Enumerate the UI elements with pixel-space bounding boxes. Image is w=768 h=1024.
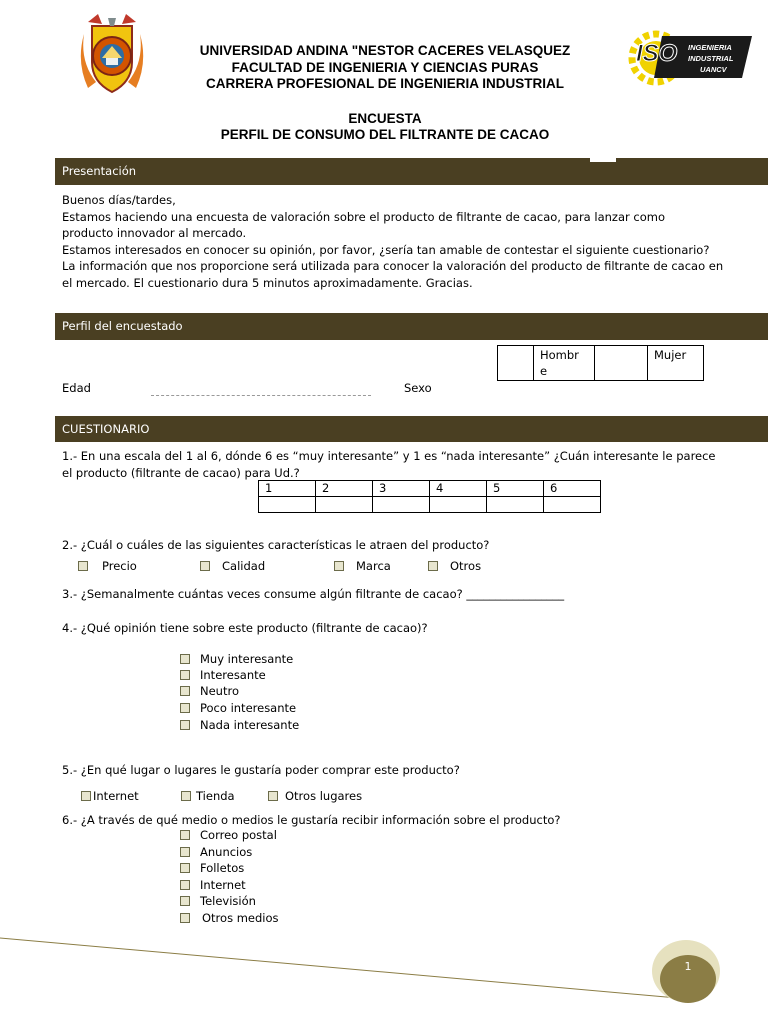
q6-option[interactable] [180, 828, 277, 842]
checkbox-icon[interactable] [78, 561, 88, 571]
edad-label: Edad [62, 381, 91, 395]
checkbox-icon[interactable] [334, 561, 344, 571]
option-label: Internet [200, 878, 246, 892]
q2-option-calidad[interactable] [200, 559, 265, 573]
option-label: Televisión [200, 894, 256, 908]
q4-option[interactable] [180, 718, 299, 732]
question-1-line: 1.- En una escala del 1 al 6, dónde 6 es “muy interesante” y 1 es “nada interesante” ¿Cuán interesante le parece [62, 449, 716, 463]
presentacion-line: Estamos interesados en conocer su opinión, por favor, ¿sería tan amable de contestar el siguiente cuestionario? [62, 242, 710, 257]
q6-option[interactable] [180, 878, 246, 892]
scale-label: 2 [316, 481, 373, 497]
checkbox-icon[interactable] [180, 654, 190, 664]
q6-option[interactable] [180, 911, 279, 925]
hombre-checkbox-cell[interactable] [498, 346, 534, 381]
scale-label: 5 [487, 481, 544, 497]
presentacion-notch [590, 156, 616, 162]
presentacion-line: Buenos días/tardes, [62, 193, 176, 207]
option-label: Correo postal [200, 828, 277, 842]
checkbox-icon[interactable] [180, 863, 190, 873]
scale-answer-cell[interactable] [259, 497, 316, 513]
iso-mark: ISO [636, 40, 678, 67]
scale-label: 1 [259, 481, 316, 497]
sexo-table [497, 345, 704, 381]
checkbox-icon[interactable] [180, 720, 190, 730]
option-label: Interesante [200, 668, 266, 682]
scale-label: 4 [430, 481, 487, 497]
question-5: 5.- ¿En qué lugar o lugares le gustaría poder comprar este producto? [62, 763, 460, 777]
option-label: Precio [102, 559, 137, 573]
hombre-label: Hombr e [534, 346, 595, 381]
question-1 [62, 448, 762, 481]
checkbox-icon[interactable] [81, 791, 91, 801]
page-number: 1 [684, 960, 692, 973]
iso-text-line3: UANCV [700, 65, 727, 74]
q6-option[interactable] [180, 894, 256, 908]
scale-label: 6 [544, 481, 601, 497]
presentacion-line: La información que nos proporcione será utilizada para conocer la valoración del producto de filtrante de cacao en [62, 259, 724, 273]
checkbox-icon[interactable] [180, 847, 190, 857]
scale-answer-cell[interactable] [316, 497, 373, 513]
presentacion-header: Presentación [55, 158, 768, 185]
presentacion-line: Estamos haciendo una encuesta de valoración sobre el producto de filtrante de cacao, para lanzar como [62, 209, 665, 224]
survey-subtitle: PERFIL DE CONSUMO DEL FILTRANTE DE CACAO [220, 127, 550, 142]
option-label: Muy interesante [200, 652, 294, 666]
scale-label: 3 [373, 481, 430, 497]
scale-answer-cell[interactable] [430, 497, 487, 513]
option-label: Tienda [196, 789, 235, 803]
checkbox-icon[interactable] [180, 880, 190, 890]
perfil-header: Perfil del encuestado [55, 313, 768, 340]
q6-option[interactable] [180, 861, 244, 875]
q2-option-marca[interactable] [334, 559, 391, 573]
option-label: Otros [450, 559, 482, 573]
q4-option[interactable] [180, 652, 293, 666]
q6-option[interactable] [180, 845, 252, 859]
presentacion-line: producto innovador al mercado. [62, 226, 247, 240]
q4-option[interactable] [180, 668, 266, 682]
mujer-checkbox-cell[interactable] [595, 346, 648, 381]
iso-text-line2: INDUSTRIAL [688, 54, 734, 63]
iso-logo [628, 30, 752, 86]
edad-input-line[interactable] [151, 395, 371, 396]
option-label: Poco interesante [200, 701, 297, 715]
checkbox-icon[interactable] [180, 913, 190, 923]
faculty-name: FACULTAD DE INGENIERIA Y CIENCIAS PURAS [231, 60, 539, 75]
option-label: Anuncios [200, 845, 253, 859]
checkbox-icon[interactable] [180, 670, 190, 680]
option-label: Calidad [222, 559, 266, 573]
option-label: Neutro [200, 684, 239, 698]
interest-scale-table [258, 480, 601, 513]
q4-option[interactable] [180, 684, 239, 698]
scale-answer-cell[interactable] [487, 497, 544, 513]
cuestionario-header: CUESTIONARIO [55, 416, 768, 442]
question-4: 4.- ¿Qué opinión tiene sobre este producto (filtrante de cacao)? [62, 621, 428, 635]
presentacion-line: el mercado. El cuestionario dura 5 minutos aproximadamente. Gracias. [62, 275, 473, 290]
q2-option-precio[interactable] [78, 559, 137, 573]
survey-title: ENCUESTA [348, 111, 422, 126]
checkbox-icon[interactable] [180, 703, 190, 713]
checkbox-icon[interactable] [180, 686, 190, 696]
checkbox-icon[interactable] [180, 830, 190, 840]
q5-option-otros-lugares[interactable] [268, 789, 362, 803]
q5-option-internet[interactable] [81, 789, 139, 803]
q2-option-otros[interactable] [428, 559, 481, 573]
q4-option[interactable] [180, 701, 296, 715]
question-3: 3.- ¿Semanalmente cuántas veces consume algún filtrante de cacao? _________________ [62, 587, 565, 601]
checkbox-icon[interactable] [180, 896, 190, 906]
option-label: Marca [356, 559, 391, 573]
checkbox-icon[interactable] [428, 561, 438, 571]
checkbox-icon[interactable] [200, 561, 210, 571]
checkbox-icon[interactable] [181, 791, 191, 801]
mujer-label: Mujer [648, 346, 704, 381]
university-crest-logo [78, 12, 146, 96]
option-label: Otros lugares [285, 789, 363, 803]
checkbox-icon[interactable] [268, 791, 278, 801]
option-label: Nada interesante [200, 718, 300, 732]
presentacion-text [62, 192, 762, 291]
iso-text-line1: INGENIERIA [688, 43, 732, 52]
sexo-label: Sexo [404, 381, 432, 395]
q5-option-tienda[interactable] [181, 789, 235, 803]
option-label: Folletos [200, 861, 245, 875]
option-label: Otros medios [202, 911, 279, 925]
question-6: 6.- ¿A través de qué medio o medios le gustaría recibir información sobre el producto? [62, 813, 561, 827]
university-name: UNIVERSIDAD ANDINA "NESTOR CACERES VELASQUEZ [199, 43, 571, 58]
scale-answer-cell[interactable] [373, 497, 430, 513]
question-1-line: el producto (filtrante de cacao) para Ud.? [62, 465, 300, 480]
page-number-badge [652, 940, 722, 1004]
career-name: CARRERA PROFESIONAL DE INGENIERIA INDUSTRIAL [205, 76, 565, 91]
option-label: Internet [93, 789, 139, 803]
question-2: 2.- ¿Cuál o cuáles de las siguientes características le atraen del producto? [62, 538, 490, 552]
scale-answer-cell[interactable] [544, 497, 601, 513]
